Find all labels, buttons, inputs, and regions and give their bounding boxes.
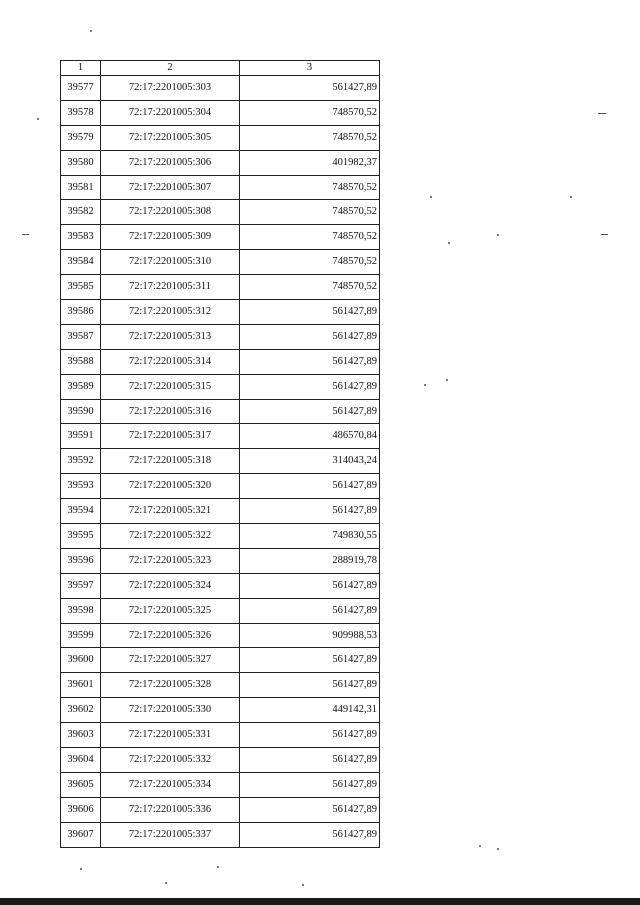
table-row [61,673,380,698]
cadastral-value-cell: 748570,52 [240,100,380,125]
scan-speck [302,884,304,886]
row-number-cell: 39601 [61,673,101,698]
table-row [61,499,380,524]
table-row [61,275,380,300]
cadastral-number-cell: 72:17:2201005:316 [101,399,240,424]
scan-speck [430,196,432,198]
row-number-cell: 39579 [61,125,101,150]
table-row [61,598,380,623]
row-number-cell: 39600 [61,648,101,673]
column-header-3: 3 [240,61,380,76]
cadastral-number-cell: 72:17:2201005:321 [101,499,240,524]
cadastral-value-cell: 561427,89 [240,374,380,399]
table-row [61,374,380,399]
table-header-row [61,61,380,76]
cadastral-value-cell: 748570,52 [240,175,380,200]
row-number-cell: 39595 [61,524,101,549]
column-header-1: 1 [61,61,101,76]
table-row [61,698,380,723]
cadastral-number-cell: 72:17:2201005:306 [101,150,240,175]
table-row [61,175,380,200]
cadastral-value-cell: 561427,89 [240,797,380,822]
row-number-cell: 39581 [61,175,101,200]
row-number-cell: 39590 [61,399,101,424]
cadastral-number-cell: 72:17:2201005:309 [101,225,240,250]
row-number-cell: 39587 [61,324,101,349]
scan-speck [479,845,481,847]
cadastral-number-cell: 72:17:2201005:303 [101,76,240,101]
row-number-cell: 39604 [61,748,101,773]
cadastral-value-cell: 561427,89 [240,474,380,499]
cadastral-number-cell: 72:17:2201005:313 [101,324,240,349]
cadastral-value-cell: 401982,37 [240,150,380,175]
scan-border-bottom [0,898,640,905]
cadastral-number-cell: 72:17:2201005:322 [101,524,240,549]
cadastral-value-cell: 748570,52 [240,225,380,250]
row-number-cell: 39597 [61,573,101,598]
column-header-2: 2 [101,61,240,76]
cadastral-value-table [60,60,380,848]
row-number-cell: 39605 [61,772,101,797]
scan-speck [448,242,450,244]
cadastral-number-cell: 72:17:2201005:323 [101,548,240,573]
table-row [61,723,380,748]
cadastral-value-cell: 486570,84 [240,424,380,449]
row-number-cell: 39591 [61,424,101,449]
cadastral-number-cell: 72:17:2201005:307 [101,175,240,200]
cadastral-value-cell: 748570,52 [240,125,380,150]
cadastral-number-cell: 72:17:2201005:324 [101,573,240,598]
table-row [61,822,380,847]
cadastral-number-cell: 72:17:2201005:326 [101,623,240,648]
table-row [61,300,380,325]
cadastral-number-cell: 72:17:2201005:325 [101,598,240,623]
table-row [61,349,380,374]
scan-speck [37,118,39,120]
table-row [61,424,380,449]
cadastral-number-cell: 72:17:2201005:328 [101,673,240,698]
scan-speck [601,234,608,235]
row-number-cell: 39593 [61,474,101,499]
cadastral-value-cell: 561427,89 [240,349,380,374]
table-row [61,474,380,499]
cadastral-value-cell: 748570,52 [240,250,380,275]
cadastral-number-cell: 72:17:2201005:312 [101,300,240,325]
table-row [61,623,380,648]
cadastral-number-cell: 72:17:2201005:336 [101,797,240,822]
scan-speck [80,868,82,870]
cadastral-value-cell: 561427,89 [240,748,380,773]
table-row [61,324,380,349]
table-row [61,200,380,225]
scan-speck [598,113,606,114]
table-row [61,573,380,598]
row-number-cell: 39577 [61,76,101,101]
row-number-cell: 39594 [61,499,101,524]
cadastral-number-cell: 72:17:2201005:311 [101,275,240,300]
cadastral-value-cell: 561427,89 [240,499,380,524]
cadastral-number-cell: 72:17:2201005:315 [101,374,240,399]
table-row [61,150,380,175]
scan-speck [424,384,426,386]
table-row [61,399,380,424]
cadastral-number-cell: 72:17:2201005:331 [101,723,240,748]
cadastral-value-cell: 748570,52 [240,275,380,300]
row-number-cell: 39588 [61,349,101,374]
cadastral-number-cell: 72:17:2201005:318 [101,449,240,474]
row-number-cell: 39589 [61,374,101,399]
cadastral-number-cell: 72:17:2201005:330 [101,698,240,723]
scan-speck [217,866,219,868]
table-row [61,125,380,150]
row-number-cell: 39578 [61,100,101,125]
cadastral-number-cell: 72:17:2201005:310 [101,250,240,275]
row-number-cell: 39606 [61,797,101,822]
cadastral-value-cell: 561427,89 [240,648,380,673]
row-number-cell: 39584 [61,250,101,275]
row-number-cell: 39583 [61,225,101,250]
cadastral-number-cell: 72:17:2201005:332 [101,748,240,773]
table-row [61,797,380,822]
cadastral-value-cell: 561427,89 [240,723,380,748]
cadastral-number-cell: 72:17:2201005:327 [101,648,240,673]
cadastral-value-cell: 449142,31 [240,698,380,723]
scan-speck [90,30,92,32]
cadastral-value-cell: 561427,89 [240,822,380,847]
cadastral-value-cell: 314043,24 [240,449,380,474]
cadastral-number-cell: 72:17:2201005:304 [101,100,240,125]
row-number-cell: 39592 [61,449,101,474]
row-number-cell: 39598 [61,598,101,623]
scan-speck [570,196,572,198]
table-row [61,250,380,275]
row-number-cell: 39596 [61,548,101,573]
row-number-cell: 39599 [61,623,101,648]
row-number-cell: 39586 [61,300,101,325]
cadastral-number-cell: 72:17:2201005:308 [101,200,240,225]
table-row [61,548,380,573]
table-header [61,61,380,76]
cadastral-value-cell: 561427,89 [240,673,380,698]
cadastral-value-cell: 749830,55 [240,524,380,549]
cadastral-number-cell: 72:17:2201005:314 [101,349,240,374]
cadastral-value-cell: 561427,89 [240,772,380,797]
cadastral-value-cell: 748570,52 [240,200,380,225]
cadastral-number-cell: 72:17:2201005:337 [101,822,240,847]
table-row [61,76,380,101]
scan-speck [165,882,167,884]
row-number-cell: 39582 [61,200,101,225]
row-number-cell: 39585 [61,275,101,300]
table-row [61,648,380,673]
scan-speck [497,234,499,236]
cadastral-value-cell: 909988,53 [240,623,380,648]
cadastral-value-cell: 561427,89 [240,324,380,349]
cadastral-value-cell: 288919,78 [240,548,380,573]
table-row [61,524,380,549]
row-number-cell: 39580 [61,150,101,175]
cadastral-value-cell: 561427,89 [240,76,380,101]
scan-speck [446,379,448,381]
cadastral-value-cell: 561427,89 [240,399,380,424]
row-number-cell: 39607 [61,822,101,847]
table-row [61,449,380,474]
scan-speck [497,848,499,850]
cadastral-number-cell: 72:17:2201005:305 [101,125,240,150]
scan-speck [22,234,29,235]
cadastral-number-cell: 72:17:2201005:317 [101,424,240,449]
cadastral-value-cell: 561427,89 [240,573,380,598]
cadastral-value-cell: 561427,89 [240,598,380,623]
table-body [61,76,380,848]
cadastral-value-cell: 561427,89 [240,300,380,325]
cadastral-number-cell: 72:17:2201005:334 [101,772,240,797]
cadastral-number-cell: 72:17:2201005:320 [101,474,240,499]
row-number-cell: 39602 [61,698,101,723]
table-row [61,772,380,797]
table-row [61,225,380,250]
row-number-cell: 39603 [61,723,101,748]
table-row [61,100,380,125]
table-row [61,748,380,773]
